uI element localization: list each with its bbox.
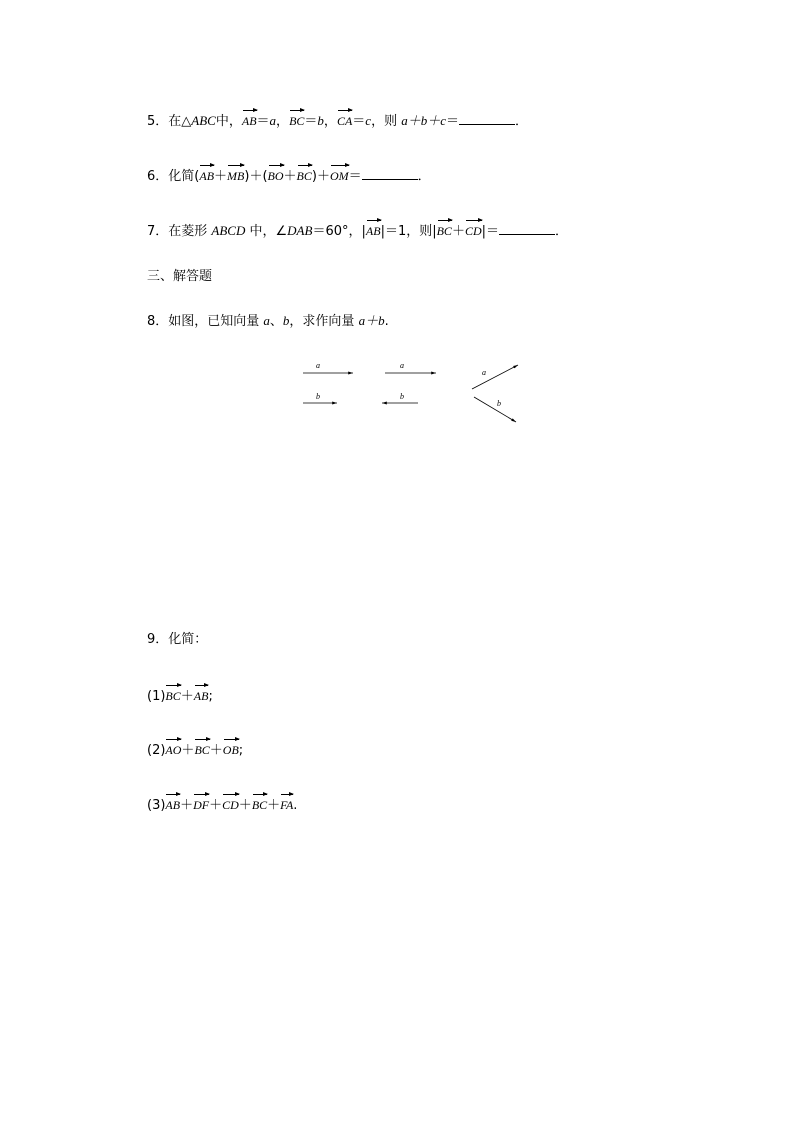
- question-9: 9．化简：: [147, 632, 208, 647]
- q5-sep2: ，: [323, 114, 337, 129]
- q6-end: ．: [417, 169, 431, 184]
- vector-bc: BC: [252, 792, 267, 812]
- label-b-1: b: [316, 392, 320, 401]
- q7-number: 7．: [147, 224, 169, 239]
- q5-eq3: ＝: [352, 114, 366, 129]
- vector-a-arrow-3: [472, 365, 518, 389]
- q9-part-3: [147, 792, 297, 816]
- vector-cd: CD: [465, 218, 482, 238]
- label-a-2: a: [400, 361, 404, 370]
- q6-paren: )＋(: [244, 169, 268, 184]
- q9-3-plus-c: ＋: [238, 798, 252, 813]
- vector-ob: OB: [223, 737, 239, 757]
- q7-eq: |＝: [481, 224, 500, 239]
- q9-3-index: (3): [147, 798, 166, 813]
- q9-1-index: (1): [147, 689, 166, 704]
- q9-3-plus-d: ＋: [267, 798, 281, 813]
- question-7: [147, 218, 568, 242]
- question-5: [147, 108, 528, 132]
- label-a-3: a: [482, 368, 486, 377]
- q9-part-1: [147, 683, 213, 707]
- q7-angle: DAB: [287, 223, 313, 238]
- q5-eq1: ＝: [256, 114, 270, 129]
- vector-ao: AO: [165, 737, 181, 757]
- vector-figure: [290, 355, 530, 430]
- answer-blank-7[interactable]: [499, 222, 555, 235]
- q5-sep3: ，则: [371, 114, 402, 129]
- q6-plus2: ＋: [283, 169, 297, 184]
- vector-bc: BC: [194, 737, 209, 757]
- q5-number: 5．: [147, 114, 169, 129]
- question-6: [147, 163, 431, 187]
- label-a-1: a: [316, 361, 320, 370]
- vector-mb: MB: [227, 163, 244, 183]
- q5-eq: ＝: [446, 114, 460, 129]
- q9-1-plus: ＋: [180, 689, 194, 704]
- q5-eq2: ＝: [304, 114, 318, 129]
- q8-a: a: [263, 313, 270, 328]
- vector-ab: AB: [194, 683, 209, 703]
- vector-ab: AB: [165, 792, 180, 812]
- vector-bc: BC: [289, 108, 304, 128]
- section-heading: 三、解答题: [147, 269, 213, 284]
- answer-blank-6[interactable]: [362, 167, 418, 180]
- answer-blank-5[interactable]: [459, 112, 515, 125]
- vector-bc: BC: [437, 218, 452, 238]
- q9-3-plus-a: ＋: [180, 798, 194, 813]
- q5-text: 在△: [168, 114, 192, 129]
- vector-ab: AB: [199, 163, 214, 183]
- q6-text: 化简(: [168, 169, 200, 184]
- q8-text-2: ，求作向量: [289, 314, 359, 329]
- q8-sep: 、: [269, 314, 283, 329]
- vector-bo: BO: [268, 163, 284, 183]
- q8-end: .: [384, 314, 389, 329]
- q9-2-plus-a: ＋: [181, 743, 195, 758]
- q5-text-2: 中，: [215, 114, 242, 129]
- q7-text: 在菱形: [168, 224, 212, 239]
- vector-ab: AB: [366, 218, 381, 238]
- q5-a: a: [269, 113, 277, 128]
- vector-cd: CD: [222, 792, 239, 812]
- q6-eq: ＝: [348, 169, 362, 184]
- q7-cond: |＝1，则|: [380, 224, 437, 239]
- vector-df: DF: [193, 792, 209, 812]
- label-b-3: b: [497, 399, 501, 408]
- q5-sep1: ，: [276, 114, 290, 129]
- q6-number: 6．: [147, 169, 169, 184]
- q6-paren2: )＋: [311, 169, 330, 184]
- q5-c: c: [365, 113, 372, 128]
- q7-angle-value: ＝60°，|: [312, 224, 366, 239]
- q9-part-2: [147, 737, 243, 761]
- question-8: [147, 311, 389, 332]
- q8-text: 8．如图，已知向量: [147, 314, 264, 329]
- vector-bc: BC: [297, 163, 312, 183]
- q7-plus: ＋: [451, 224, 465, 239]
- q5-b: b: [317, 113, 324, 128]
- q7-rhombus: ABCD: [211, 223, 246, 238]
- vector-om: OM: [330, 163, 349, 183]
- q5-sum: a＋b＋c: [401, 113, 446, 128]
- q8-b: b: [282, 313, 290, 328]
- q6-plus1: ＋: [214, 169, 228, 184]
- q9-2-plus-b: ＋: [209, 743, 223, 758]
- q9-2-index: (2): [147, 743, 166, 758]
- vector-b-arrow-3: [474, 397, 516, 422]
- q9-3-plus-b: ＋: [209, 798, 223, 813]
- q5-triangle: ABC: [191, 113, 216, 128]
- q9-3-end: .: [293, 798, 298, 813]
- q9-1-end: ;: [208, 689, 213, 704]
- q7-end: ．: [555, 224, 569, 239]
- q7-text-2: 中，∠: [245, 224, 288, 239]
- vector-ca: CA: [337, 108, 352, 128]
- label-b-2: b: [400, 392, 404, 401]
- q9-2-end: ;: [238, 743, 244, 758]
- q8-sum: a＋b: [358, 313, 385, 328]
- vector-ab: AB: [242, 108, 257, 128]
- q5-end: ．: [515, 114, 529, 129]
- vector-fa: FA: [280, 792, 293, 812]
- vector-bc: BC: [165, 683, 180, 703]
